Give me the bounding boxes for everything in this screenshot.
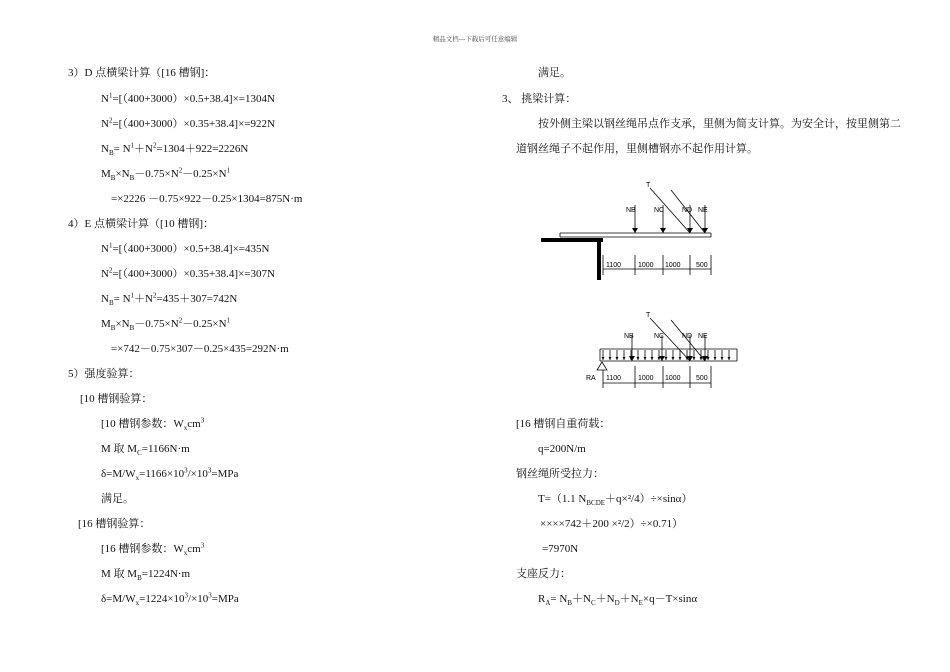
- formula-nb-d: $N_B= N^1+N^2=1304+922=2226N$: [101, 141, 249, 158]
- dim-1000b-2: 1000: [665, 375, 681, 382]
- udl-arrowhead: [721, 357, 724, 360]
- dim-1000a-2: 1000: [638, 375, 654, 382]
- label-nd-1: ND: [682, 207, 693, 214]
- udl-arrowhead: [700, 357, 703, 360]
- label-nc-1: NC: [654, 207, 665, 214]
- dim-1100-1: 1100: [606, 262, 622, 269]
- udl-arrowhead: [665, 357, 668, 360]
- formula-n2-e: $N^2=[(400+3000)\times 0.35+38.4]\times=307N$: [101, 266, 275, 280]
- channel-10-check-title: [10 槽钢验算：: [80, 393, 153, 405]
- formula-mb-e-result: =×742－0.75×307－0.25×435=292N·m: [111, 343, 289, 355]
- section-e-beam-title: 4）E 点横梁计算（[10 槽钢]：: [68, 218, 215, 230]
- udl-arrowhead: [644, 357, 647, 360]
- beam-elevation-diagram: [541, 188, 711, 280]
- rope-tension-title: 钢丝绳所受拉力：: [516, 468, 604, 480]
- udl-arrowhead: [679, 357, 682, 360]
- formula-mb-d: $M_B\times N_B-0.75\times N^2-0.25\times N^1$: [101, 166, 231, 183]
- udl-arrowhead: [616, 357, 619, 360]
- udl-arrowhead: [686, 357, 689, 360]
- rope-tension-substitution: ××××742＋200 ×²/2）÷×0.71）: [540, 518, 684, 530]
- dim-500-1: 500: [696, 262, 708, 269]
- udl-arrowhead: [637, 357, 640, 360]
- channel-10-moment: M 取 $M_C=1166N\cdot m$: [101, 443, 190, 458]
- udl-arrowhead: [714, 357, 717, 360]
- udl-arrowhead: [609, 357, 612, 360]
- channel-16-params: [16 槽钢参数：$W_xcm^3$: [101, 541, 205, 558]
- udl-arrowhead: [602, 357, 605, 360]
- dim-1000a-1: 1000: [638, 262, 654, 269]
- rope-tension-formula: T=（1.1 $N_{BCDE}+q\times^2/4)\div\times\sin\alpha$）: [538, 493, 693, 508]
- udl-arrowhead: [672, 357, 675, 360]
- udl-arrowhead: [693, 357, 696, 360]
- udl-arrowhead: [630, 357, 633, 360]
- section-d-beam-title: 3）D 点横梁计算（[16 槽钢]：: [68, 67, 216, 79]
- udl-arrowhead: [651, 357, 654, 360]
- pin-support-icon: [597, 362, 607, 370]
- udl-arrowhead: [623, 357, 626, 360]
- beam-calc-model-diagram: [600, 318, 737, 388]
- support-reaction-title: 支座反力：: [516, 568, 571, 580]
- udl-arrowhead: [658, 357, 661, 360]
- channel-10-ok: 满足。: [101, 493, 134, 505]
- channel-10-params: [10 槽钢参数：$W_xcm^3$: [101, 416, 205, 433]
- channel-16-check-title: [16 槽钢验算：: [78, 518, 151, 530]
- formula-n2-d: $N^2=[(400+3000)\times 0.35+38.4]\times=922N$: [101, 116, 275, 130]
- label-nd-2: ND: [682, 333, 693, 340]
- cantilever-paragraph-line2: 道钢丝绳子不起作用，里侧槽钢亦不起作用计算。: [516, 143, 758, 155]
- label-t-2: T: [646, 312, 651, 319]
- channel-16-moment: M 取 $M_B=1224N\cdot m$: [101, 568, 191, 583]
- udl-arrowhead: [728, 357, 731, 360]
- support-reaction-formula: $R_A= N_B+N_C+N_D+N_E\times q-T\times\sin\alpha$: [538, 593, 698, 608]
- right-ok-text: 满足。: [538, 67, 571, 79]
- label-ne-1: NE: [698, 207, 708, 214]
- page-header: 精品文档---下载后可任意编辑: [432, 36, 518, 43]
- formula-nb-e: $N_B= N^1+N^2=435+307=742N$: [101, 291, 238, 308]
- section-strength-check: 5）强度验算：: [68, 368, 140, 380]
- label-nb-1: NB: [626, 207, 636, 214]
- label-ne-2: NE: [698, 333, 708, 340]
- label-ra: RA: [586, 375, 596, 382]
- cantilever-section-title: 3、 挑梁计算：: [502, 93, 577, 105]
- label-nc-2: NC: [654, 333, 665, 340]
- formula-n1-e: $N^1=[(400+3000)\times 0.5+38.4]\times=435N$: [101, 241, 270, 255]
- dim-1000b-1: 1000: [665, 262, 681, 269]
- self-weight-title: [16 槽钢自重荷载：: [516, 418, 611, 430]
- dim-1100-2: 1100: [606, 375, 622, 382]
- label-t-1: T: [646, 182, 651, 189]
- label-nb-2: NB: [624, 333, 634, 340]
- cantilever-paragraph-line1: 按外侧主梁以钢丝绳吊点作支承，里侧为简支计算。为安全计，按里侧第二: [538, 118, 901, 130]
- formula-n1-d: $N^1=[(400+3000)\times 0.5+38.4]\times=1304N$: [101, 91, 275, 105]
- formula-mb-e: $M_B\times N_B-0.75\times N^2-0.25\times N^1$: [101, 316, 231, 333]
- formula-mb-d-result: =×2226 －0.75×922－0.25×1304=875N·m: [111, 193, 303, 205]
- channel-10-stress: $\delta=M/W_x=1166\times 10^3/\times 10^3=MPa$: [101, 466, 239, 483]
- distributed-load-arrows: [602, 350, 731, 360]
- udl-arrowhead: [707, 357, 710, 360]
- rope-tension-result: =7970N: [542, 543, 579, 555]
- dim-500-2: 500: [696, 375, 708, 382]
- channel-16-stress: $\delta=M/W_x=1224\times 10^3/\times 10^3=MPa$: [101, 591, 239, 608]
- self-weight-value: q=200N/m: [538, 443, 586, 455]
